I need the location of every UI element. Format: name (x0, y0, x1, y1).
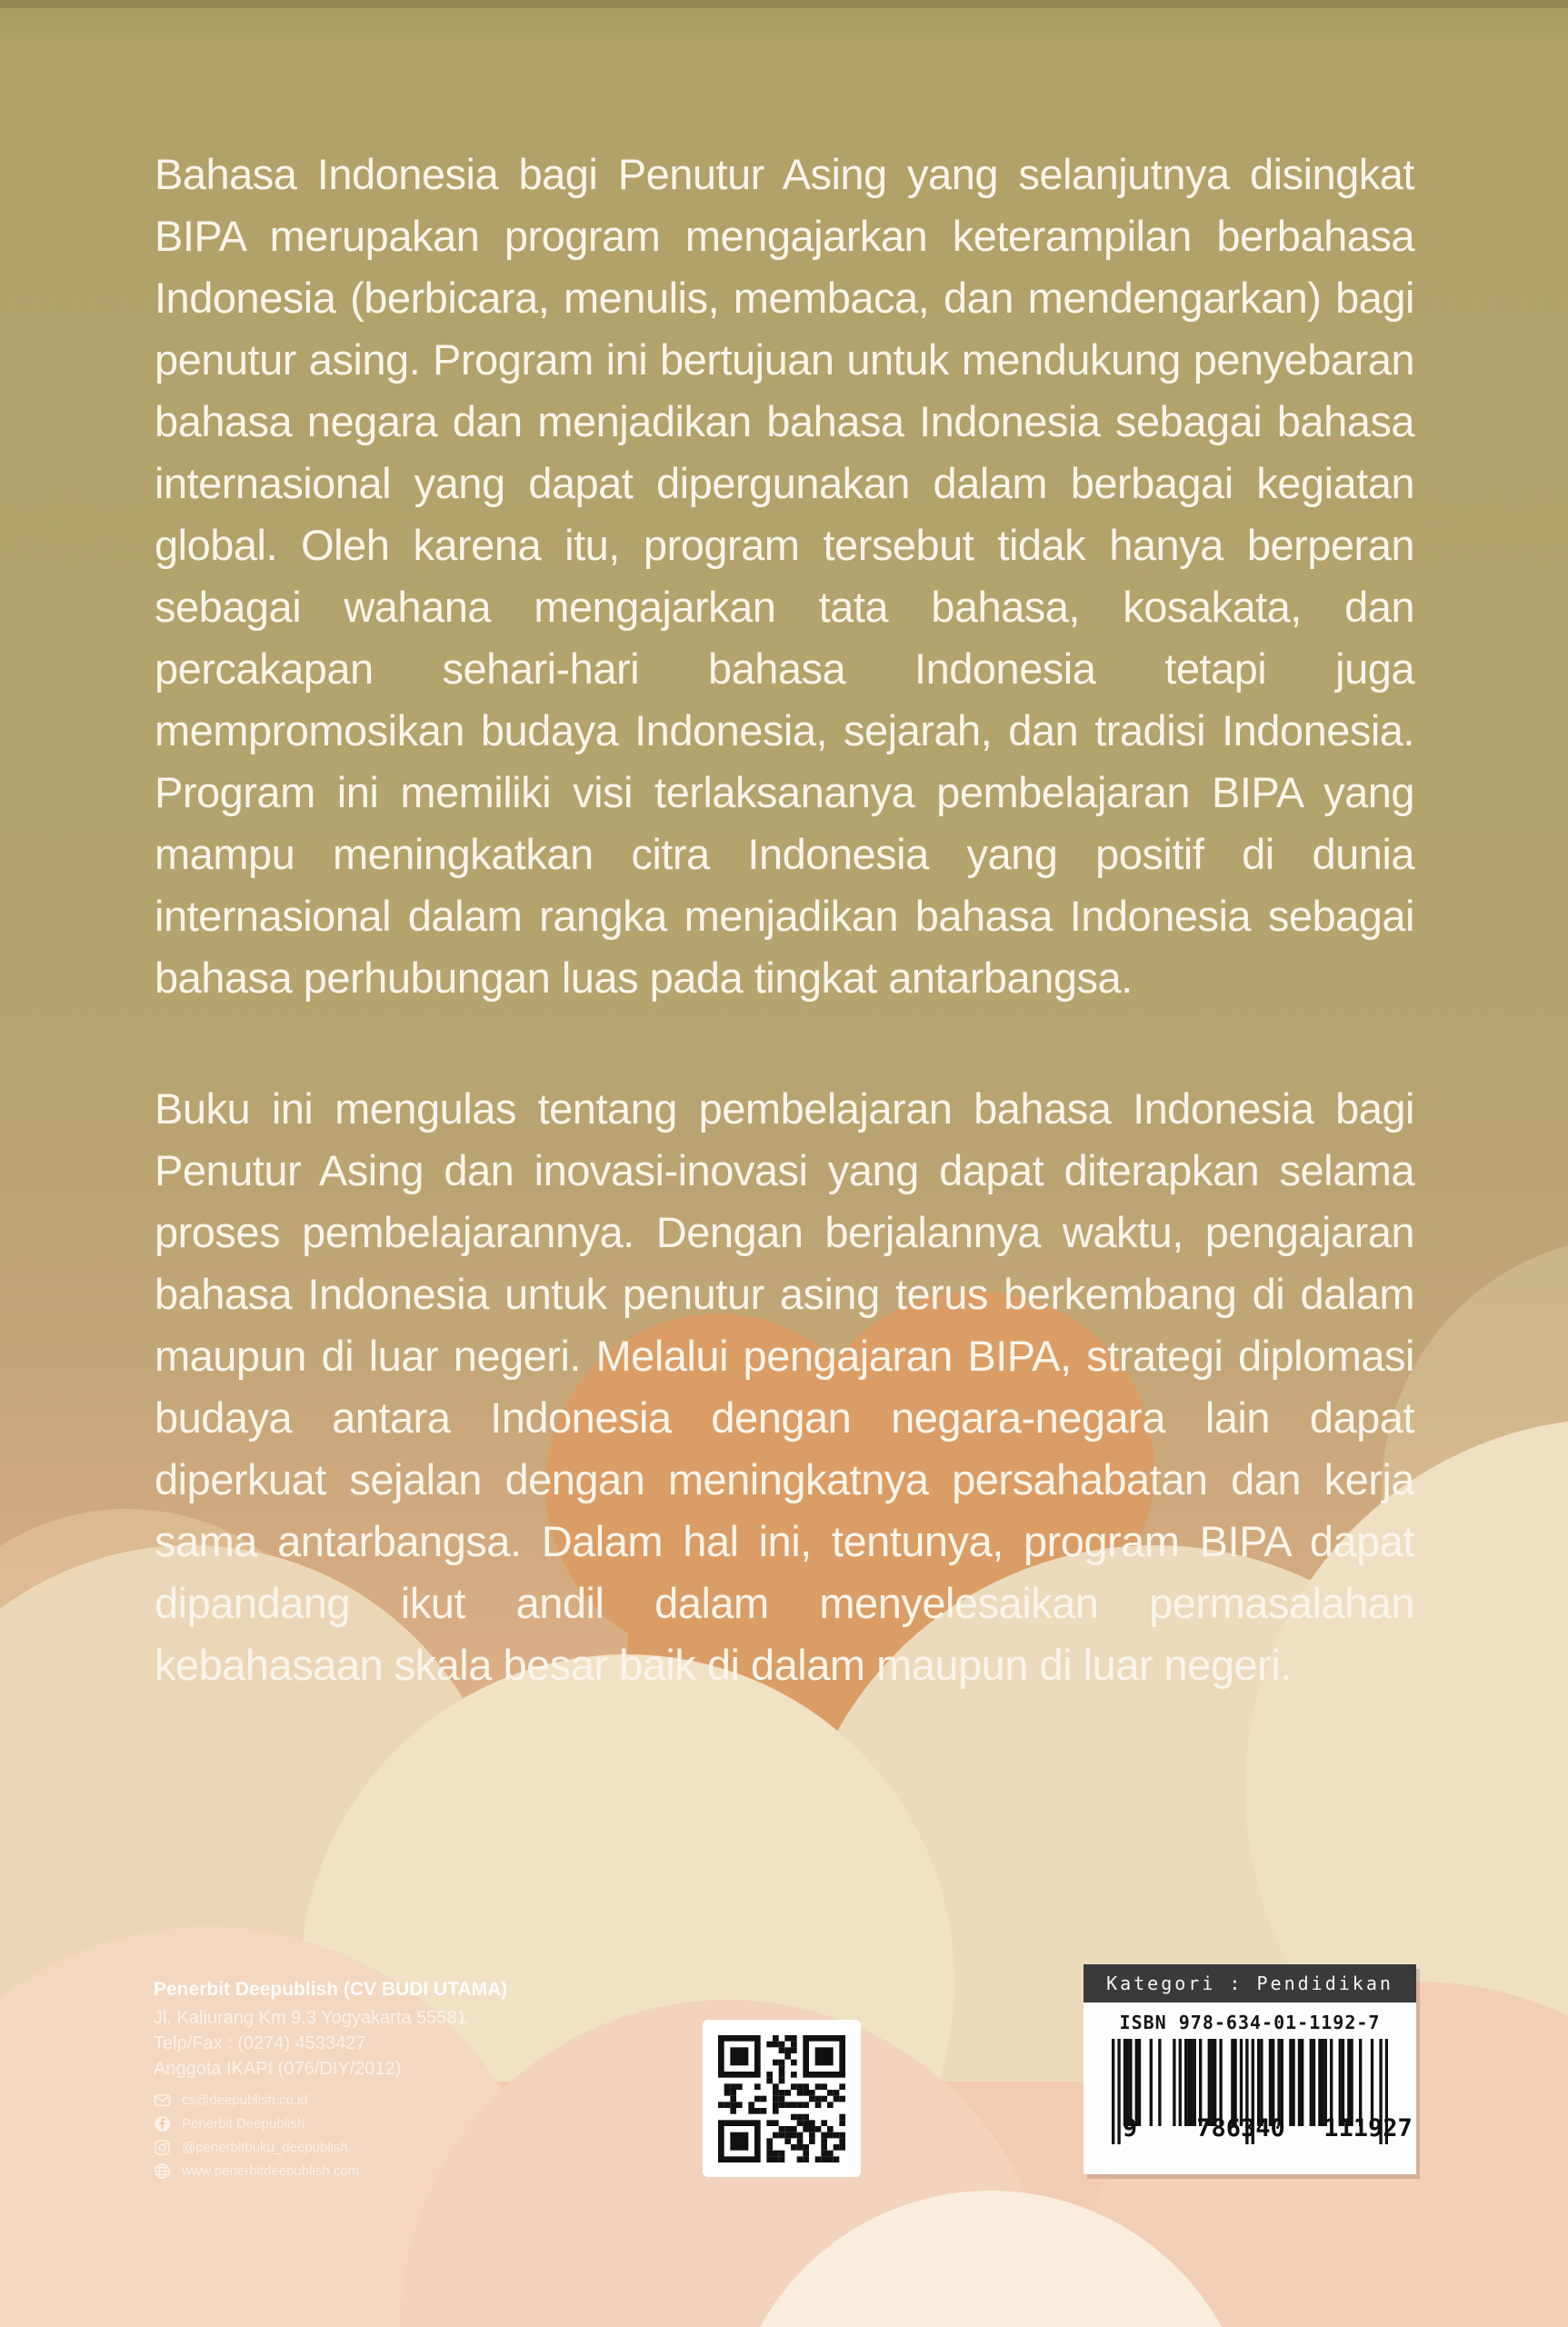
contact-label: Penerbit Deepublish (182, 2115, 305, 2132)
ean-digit-group1: 786340 (1196, 2114, 1285, 2142)
synopsis-paragraph-2: Buku ini mengulas tentang pembelajaran bahasa Indonesia bagi Penutur Asing dan inovasi-inovasi yang dapat diterapkan selama proses pembelajarannya. Dengan berjalannya waktu, pengajaran bahasa Indonesia untuk penutur asing terus berkembang di dalam maupun di luar negeri. Melalui pengajaran BIPA, strategi diplomasi budaya antara Indonesia dengan negara-negara lain dapat diperkuat sejalan dengan meningkatnya persahabatan dan kerja sama antarbangsa. Dalam hal ini, tentunya, program BIPA dapat dipandang ikut andil dalam menyelesaikan permasalahan kebahasaan skala besar baik di dalam maupun di luar negeri. (155, 1084, 1414, 1689)
category-badge: Kategori : Pendidikan (1084, 1964, 1416, 2002)
contact-row-email (154, 2088, 663, 2112)
facebook-icon (154, 2115, 171, 2132)
contact-row-facebook (154, 2112, 663, 2135)
contact-label: cs@deepublish.co.id (182, 2092, 308, 2108)
contact-label: @penerbitbuku_deepublish (182, 2139, 348, 2155)
contact-label: www.penerbitdeepublish.com (182, 2162, 360, 2179)
isbn-barcode-card (1084, 1964, 1416, 2174)
contact-row-website (154, 2159, 663, 2182)
publisher-address: Jl. Kaliurang Km 9,3 Yogyakarta 55581 (154, 2008, 467, 2028)
synopsis-paragraph-1: Bahasa Indonesia bagi Penutur Asing yang selanjutnya disingkat BIPA merupakan program mengajarkan keterampilan berbahasa Indonesia (berbicara, menulis, membaca, dan mendengarkan) bagi penutur asing. Program ini bertujuan untuk mendukung penyebaran bahasa negara dan menjadikan bahasa Indonesia sebagai bahasa internasional yang dapat dipergunakan dalam berbagai kegiatan global. Oleh karena itu, program tersebut tidak hanya berperan sebagai wahana mengajarkan tata bahasa, kosakata, dan percakapan sehari-hari bahasa Indonesia tetapi juga mempromosikan budaya Indonesia, sejarah, dan tradisi Indonesia. Program ini memiliki visi terlaksananya pembelajaran BIPA yang mampu meningkatkan citra Indonesia yang positif di dunia internasional dalam rangka menjadikan bahasa Indonesia sebagai bahasa perhubungan luas pada tingkat antarbangsa. (155, 150, 1414, 1002)
qr-code (703, 2020, 861, 2177)
email-icon (154, 2092, 171, 2109)
ean-digit-group2: 111927 (1323, 2114, 1413, 2142)
ean-digit-first: 9 (1122, 2114, 1138, 2142)
instagram-icon (154, 2139, 171, 2156)
synopsis-text (155, 144, 1414, 1696)
barcode-body (1084, 2002, 1416, 2174)
top-edge-strip (0, 0, 1568, 8)
contact-row-instagram (154, 2135, 663, 2159)
qr-code-svg (718, 2035, 845, 2162)
publisher-phone: Telp/Fax : (0274) 4533427 (154, 2033, 366, 2053)
globe-icon (154, 2162, 171, 2180)
isbn-number: ISBN 978-634-01-1192-7 (1119, 2012, 1381, 2033)
publisher-name: Penerbit Deepublish (CV BUDI UTAMA) (154, 1979, 508, 2000)
ean-barcode (1112, 2039, 1413, 2146)
ean-digits (1112, 2114, 1413, 2142)
publisher-block (154, 1978, 663, 2182)
publisher-contacts (154, 2088, 663, 2182)
publisher-membership: Anggota IKAPI (076/DIY/2012) (154, 2059, 402, 2079)
